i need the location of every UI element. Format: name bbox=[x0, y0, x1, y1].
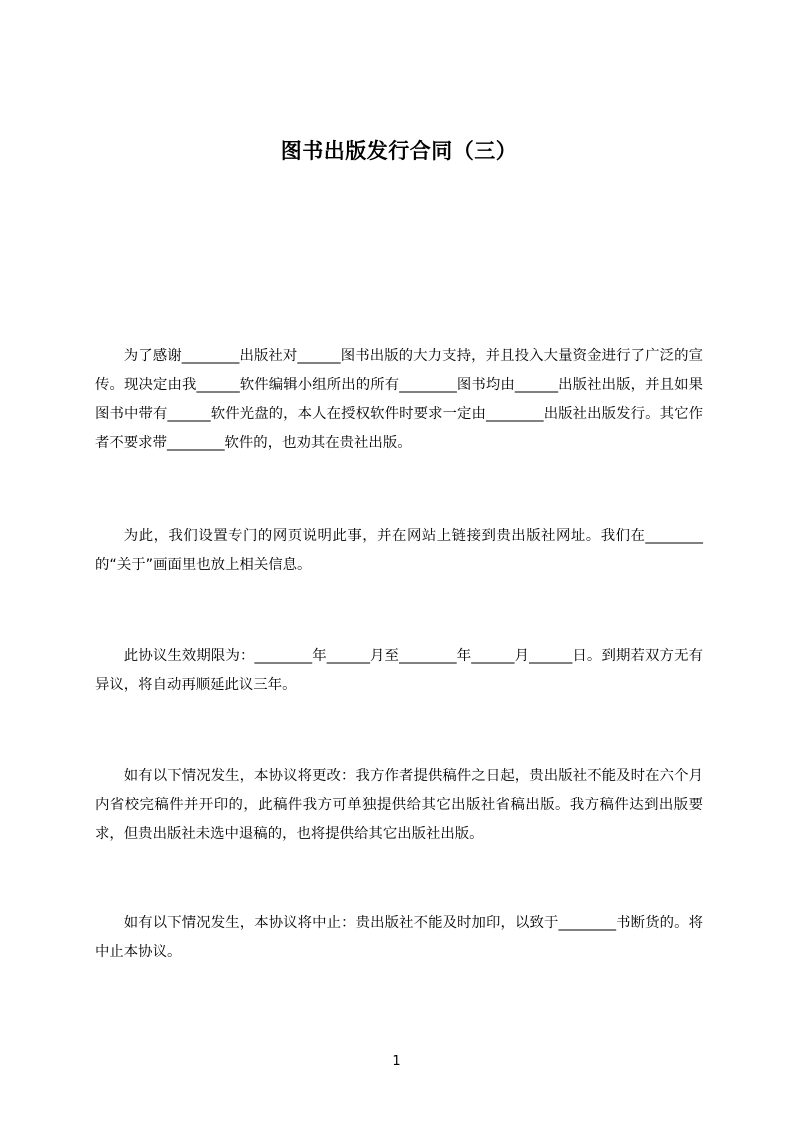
paragraph-4: 如有以下情况发生，本协议将更改：我方作者提供稿件之日起，贵出版社不能及时在六个月内省校完稿件并开印的，此稿件我方可单独提供给其它出版社省稿出版。我方稿件达到出版要求，但贵出版社未选中退稿的，也将提供给其它出版社出版。 bbox=[95, 768, 703, 842]
paragraph-3: 此协议生效期限为：________年______月至________年______月______日。到期若双方无有异议，将自动再顺延此议三年。 bbox=[95, 648, 703, 693]
paragraph-1: 为了感谢________出版社对______图书出版的大力支持，并且投入大量资金进行了广泛的宣传。现决定由我______软件编辑小组所出的所有________图书均由______出版社出版，并且如果图书中带有______软件光盘的，本人在授权软件时要求一定由________出版社出版发行。其它作者不要求带________软件的，也劝其在贵社出版。 bbox=[95, 348, 703, 451]
page-number: 1 bbox=[392, 1054, 401, 1069]
paragraph-2: 为此，我们设置专门的网页说明此事，并在网站上链接到贵出版社网址。我们在________的“关于”画面里也放上相关信息。 bbox=[95, 528, 703, 573]
paragraph-5: 如有以下情况发生，本协议将中止：贵出版社不能及时加印，以致于________书断货的。将中止本协议。 bbox=[95, 915, 703, 960]
page-title: 图书出版发行合同（三） bbox=[280, 139, 518, 163]
document-body bbox=[95, 0, 703, 967]
